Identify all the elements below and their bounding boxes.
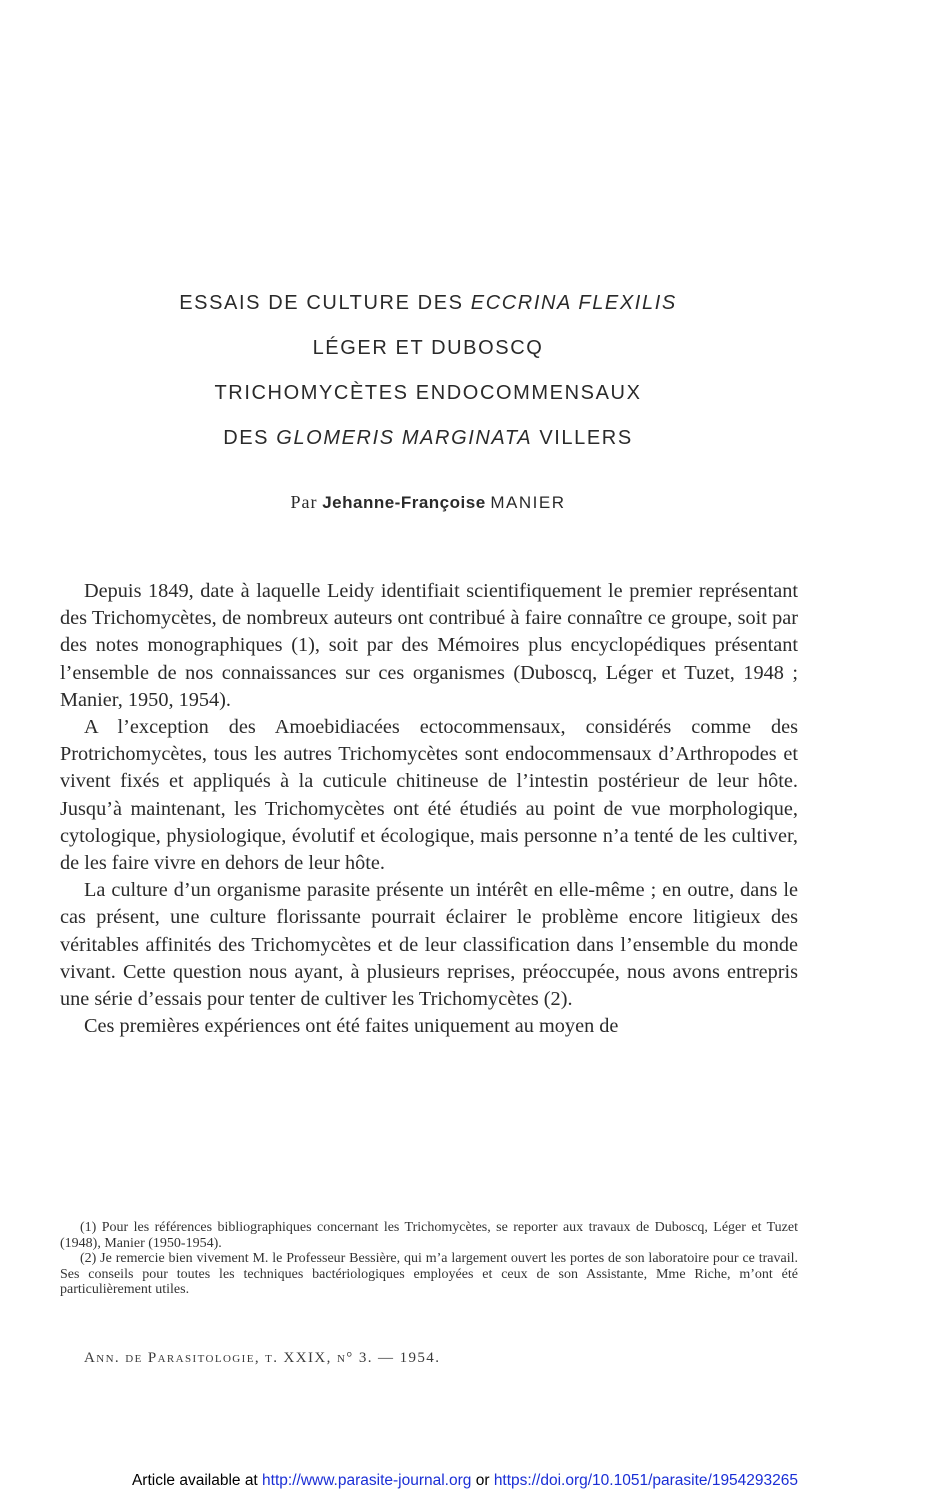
paragraph-3: La culture d’un organisme parasite présente un intérêt en elle-même ; en outre, dans le cas présent, une culture florissante pourrait éclairer le problème encore litigieux des véritables affinités des Trichomycètes et de leur classification dans l’ensemble du monde vivant. Cette question nous ayant, à plusieurs reprises, préoccupée, nous avons entrepris une série d’essais pour tenter de cultiver les Trichomycètes (2). bbox=[60, 879, 798, 1011]
paragraph-2: A l’exception des Amoebidiacées ectocommensaux, considérés comme des Protrichomycètes, tous les autres Trichomycètes sont endocommensaux d’Arthropodes et vivent fixés et appliqués à la cuticule chitineuse de l’intestin postérieur de leur hôte. Jusqu’à maintenant, les Trichomycètes ont été étudiés au point de vue morphologique, cytologique, physiologique, évolutif et écologique, mais personne n’a tenté de les cultiver, de les faire vivre en dehors de leur hôte. bbox=[60, 716, 798, 875]
journal-link[interactable]: http://www.parasite-journal.org bbox=[262, 1472, 472, 1489]
title-line-3: TRICHOMYCÈTES ENDOCOMMENSAUX bbox=[214, 382, 642, 404]
title-line-4-prefix: DES bbox=[223, 427, 277, 449]
footnote-1: (1) Pour les références bibliographiques concernant les Trichomycètes, se reporter aux travaux de Duboscq, Léger et Tuzet (1948), Manier (1950-1954). bbox=[60, 1220, 798, 1251]
journal-citation: Ann. de Parasitologie, t. XXIX, n° 3. — 1954. bbox=[84, 1350, 441, 1366]
title-line-1-text: ESSAIS DE CULTURE DES bbox=[179, 292, 471, 314]
paragraph-4: Ces premières expériences ont été faites uniquement au moyen de bbox=[84, 1015, 619, 1038]
availability-notice bbox=[0, 1472, 930, 1490]
article-body bbox=[60, 578, 798, 1040]
footnote-2: (2) Je remercie bien vivement M. le Professeur Bessière, qui m’a largement ouvert les portes de son laboratoire pour ce travail. Ses conseils pour toutes les techniques bactériologiques employées et ceux de son Assistante, Mme Riche, m’ont été particulièrement utiles. bbox=[60, 1251, 798, 1298]
title-line-4-genus: GLOMERIS MARGINATA bbox=[276, 427, 533, 449]
title-line-1-genus: ECCRINA FLEXILIS bbox=[470, 292, 677, 314]
doi-link[interactable]: https://doi.org/10.1051/parasite/1954293265 bbox=[493, 1472, 799, 1489]
paragraph-1: Depuis 1849, date à laquelle Leidy identifiait scientifiquement le premier représentant des Trichomycètes, de nombreux auteurs ont contribué à faire connaître ce groupe, soit par des notes monographiques (1), soit par des Mémoires plus encyclopédiques présentant l’ensemble de nos connaissances sur ces organismes (Duboscq, Léger et Tuzet, 1948 ; Manier, 1950, 1954). bbox=[60, 580, 798, 711]
title-line-4 bbox=[0, 427, 856, 450]
availability-prefix: Article available at bbox=[131, 1472, 263, 1489]
byline bbox=[0, 492, 856, 513]
title-line-1 bbox=[0, 292, 856, 315]
author-given-name: Jehanne-Françoise bbox=[322, 493, 486, 512]
title-line-4-suffix: VILLERS bbox=[532, 427, 633, 449]
availability-separator: or bbox=[471, 1472, 494, 1489]
author-surname: MANIER bbox=[490, 493, 566, 512]
footnotes bbox=[60, 1220, 798, 1298]
byline-par: Par bbox=[290, 492, 318, 512]
title-line-2: LÉGER ET DUBOSCQ bbox=[312, 337, 544, 359]
